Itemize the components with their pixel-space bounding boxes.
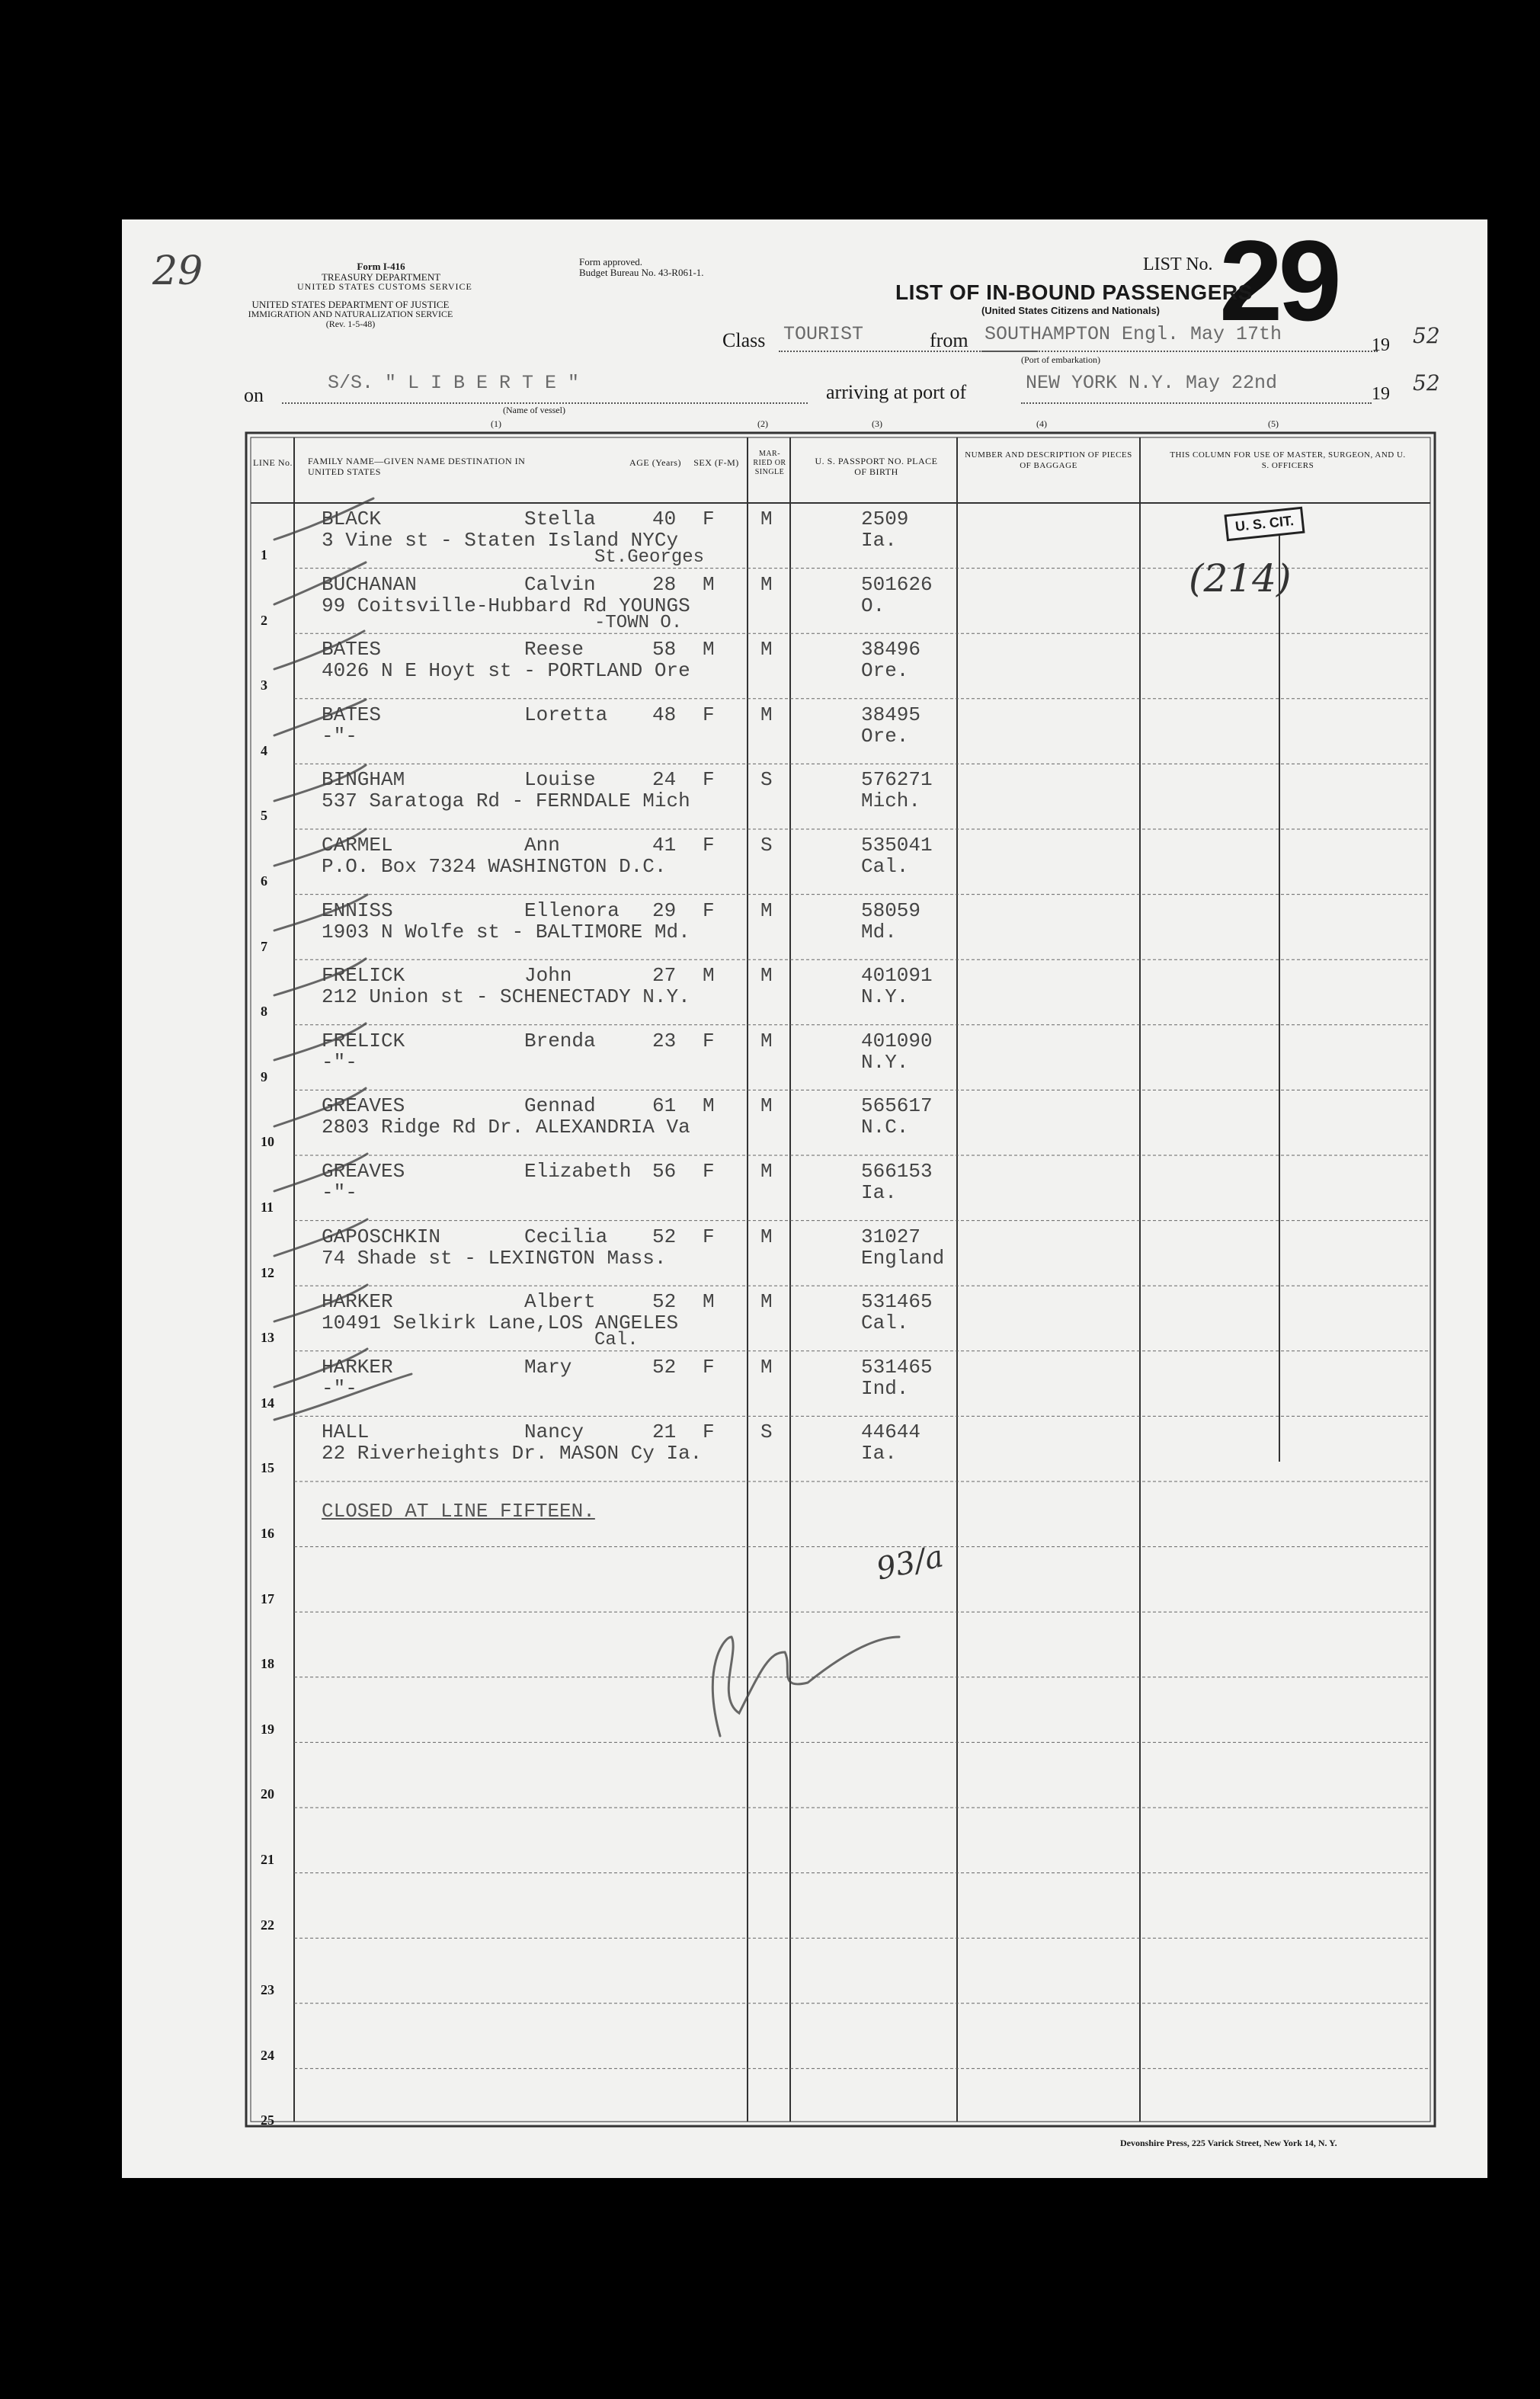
- arrival-port: NEW YORK N.Y. May 22nd: [1026, 372, 1278, 394]
- column-header-married: MAR-RIED OR SINGLE: [753, 450, 786, 476]
- age: 24: [652, 768, 677, 792]
- age: 29: [652, 898, 677, 922]
- signature-note: 93/a: [873, 1539, 947, 1587]
- family-name: BATES: [322, 638, 382, 661]
- family-name: CARMEL: [322, 834, 393, 857]
- marital-status: M: [760, 1160, 773, 1183]
- list-number: 29: [1219, 216, 1337, 344]
- destination: -"-: [322, 1050, 357, 1074]
- sex: F: [703, 834, 715, 857]
- class-label: Class: [722, 329, 766, 351]
- destination: 2803 Ridge Rd Dr. ALEXANDRIA Va: [322, 1116, 690, 1139]
- year-prefix: 19: [1372, 384, 1390, 404]
- line-number: 25: [261, 2112, 274, 2128]
- place-of-birth: Ore.: [861, 724, 909, 748]
- passport-number: 2509: [861, 508, 909, 530]
- column-header-baggage: NUMBER AND DESCRIPTION OF PIECES OF BAGGAGE: [965, 450, 1132, 470]
- marital-status: M: [760, 1225, 773, 1248]
- family-name: FRELICK: [322, 964, 405, 988]
- age: 56: [652, 1160, 677, 1183]
- destination-continued: Cal.: [594, 1330, 639, 1351]
- line-number: 16: [261, 1526, 274, 1541]
- family-name: GAPOSCHKIN: [322, 1225, 441, 1248]
- given-name: Loretta: [524, 703, 608, 726]
- passport-number: 38496: [861, 638, 921, 661]
- vessel-name: S/S. " L I B E R T E ": [328, 372, 580, 394]
- column-number: (4): [1036, 418, 1047, 429]
- marital-status: M: [760, 508, 773, 530]
- customs-service: UNITED STATES CUSTOMS SERVICE: [297, 281, 472, 292]
- year-prefix: 19: [1372, 335, 1390, 355]
- treasury-department: TREASURY DEPARTMENT: [321, 271, 441, 283]
- sex: F: [703, 1225, 715, 1248]
- marital-status: S: [760, 768, 773, 792]
- line-number: 6: [261, 873, 267, 889]
- column-header-sex: SEX (F-M): [693, 457, 739, 468]
- department-of-justice: UNITED STATES DEPARTMENT OF JUSTICE: [251, 299, 450, 310]
- place-of-birth: Ind.: [861, 1376, 909, 1400]
- family-name: BATES: [322, 703, 382, 726]
- passport-number: 531465: [861, 1355, 933, 1379]
- us-citizen-stamp: U. S. CIT.: [1224, 507, 1305, 542]
- passport-number: 531465: [861, 1290, 933, 1314]
- place-of-birth: Md.: [861, 920, 897, 943]
- family-name: BUCHANAN: [322, 572, 417, 596]
- line-number: 4: [261, 742, 267, 758]
- passport-number: 566153: [861, 1160, 933, 1183]
- age: 23: [652, 1029, 677, 1052]
- passport-number: 565617: [861, 1094, 933, 1118]
- line-number: 2: [261, 612, 267, 628]
- year-value: 52: [1413, 323, 1440, 348]
- family-name: FRELICK: [322, 1029, 405, 1052]
- line-number: 5: [261, 808, 267, 824]
- destination: P.O. Box 7324 WASHINGTON D.C.: [322, 855, 667, 878]
- immigration-service: IMMIGRATION AND NATURALIZATION SERVICE: [248, 309, 453, 319]
- column-header-officers: THIS COLUMN FOR USE OF MASTER, SURGEON, AND U. S. OFFICERS: [1170, 450, 1406, 470]
- marital-status: S: [760, 834, 773, 857]
- marital-status: M: [760, 1029, 773, 1052]
- family-name: GREAVES: [322, 1094, 405, 1118]
- place-of-birth: Ore.: [861, 659, 909, 683]
- destination: 3 Vine st - Staten Island NYCy: [322, 529, 679, 552]
- line-number: 11: [261, 1200, 274, 1215]
- marital-status: M: [760, 964, 773, 988]
- age: 28: [652, 572, 677, 596]
- column-header-name: FAMILY NAME—GIVEN NAME DESTINATION IN UNITED STATES: [308, 456, 526, 477]
- column-header-passport: U. S. PASSPORT NO. PLACE OF BIRTH: [815, 456, 938, 477]
- marital-status: M: [760, 1355, 773, 1379]
- line-number: 1: [261, 547, 267, 562]
- destination-continued: St.Georges: [594, 547, 705, 568]
- line-number: 9: [261, 1068, 267, 1084]
- marital-status: M: [760, 703, 773, 726]
- age: 27: [652, 964, 677, 988]
- marital-status: M: [760, 638, 773, 661]
- on-label: on: [244, 384, 264, 406]
- passport-number: 501626: [861, 572, 933, 596]
- place-of-birth: Cal.: [861, 855, 909, 878]
- line-number: 12: [261, 1264, 274, 1280]
- sex: F: [703, 898, 715, 922]
- given-name: John: [524, 964, 572, 988]
- age: 52: [652, 1225, 677, 1248]
- given-name: Ellenora: [524, 898, 620, 922]
- age: 41: [652, 834, 677, 857]
- family-name: HARKER: [322, 1355, 393, 1379]
- given-name: Cecilia: [524, 1225, 608, 1248]
- given-name: Nancy: [524, 1421, 584, 1444]
- destination: 212 Union st - SCHENECTADY N.Y.: [322, 985, 690, 1009]
- given-name: Stella: [524, 508, 596, 530]
- form-subtitle: (United States Citizens and Nationals): [981, 305, 1161, 316]
- age: 52: [652, 1290, 677, 1314]
- given-name: Mary: [524, 1355, 572, 1379]
- passport-number: 44644: [861, 1421, 921, 1444]
- embarkation-port: SOUTHAMPTON Engl. May 17th: [985, 323, 1282, 345]
- destination: 537 Saratoga Rd - FERNDALE Mich: [322, 790, 690, 813]
- family-name: GREAVES: [322, 1160, 405, 1183]
- marital-status: M: [760, 1094, 773, 1118]
- age: 48: [652, 703, 677, 726]
- from-label: from: [930, 329, 969, 351]
- given-name: Ann: [524, 834, 560, 857]
- list-label: LIST No.: [1143, 255, 1213, 274]
- form-title: LIST OF IN-BOUND PASSENGERS: [895, 280, 1253, 304]
- age: 58: [652, 638, 677, 661]
- line-number: 18: [261, 1656, 274, 1672]
- destination: 22 Riverheights Dr. MASON Cy Ia.: [322, 1442, 703, 1465]
- embarkation-caption: (Port of embarkation): [1021, 354, 1100, 365]
- passport-number: 576271: [861, 768, 933, 792]
- marital-status: M: [760, 1290, 773, 1314]
- sex: F: [703, 768, 715, 792]
- sex: F: [703, 508, 715, 530]
- destination: -"-: [322, 1376, 357, 1400]
- line-number: 14: [261, 1395, 274, 1411]
- line-number: 22: [261, 1917, 274, 1933]
- closed-notice: CLOSED AT LINE FIFTEEN.: [322, 1500, 595, 1523]
- destination: 4026 N E Hoyt st - PORTLAND Ore: [322, 659, 690, 683]
- place-of-birth: O.: [861, 594, 885, 617]
- passport-number: 535041: [861, 834, 933, 857]
- destination: 99 Coitsville-Hubbard Rd YOUNGS: [322, 594, 690, 617]
- place-of-birth: Ia.: [861, 1442, 897, 1465]
- age: 61: [652, 1094, 677, 1118]
- column-number: (1): [491, 418, 501, 429]
- place-of-birth: Ia.: [861, 529, 897, 552]
- place-of-birth: England: [861, 1246, 945, 1270]
- sex: M: [703, 964, 715, 988]
- family-name: BLACK: [322, 508, 382, 530]
- destination: 1903 N Wolfe st - BALTIMORE Md.: [322, 920, 690, 943]
- given-name: Albert: [524, 1290, 596, 1314]
- column-number: (2): [757, 418, 768, 429]
- destination: 74 Shade st - LEXINGTON Mass.: [322, 1246, 667, 1270]
- line-number: 15: [261, 1460, 274, 1476]
- line-number: 20: [261, 1786, 274, 1802]
- given-name: Calvin: [524, 572, 596, 596]
- given-name: Elizabeth: [524, 1160, 632, 1183]
- destination: 10491 Selkirk Lane,LOS ANGELES: [322, 1312, 679, 1335]
- line-number: 21: [261, 1852, 274, 1867]
- passport-number: 401090: [861, 1029, 933, 1052]
- line-number: 8: [261, 1004, 267, 1020]
- manifest-sheet: [122, 216, 1487, 2178]
- printer-credit: Devonshire Press, 225 Varick Street, New York 14, N. Y.: [1120, 2138, 1337, 2148]
- sex: F: [703, 1355, 715, 1379]
- column-number: (3): [872, 418, 882, 429]
- line-number: 24: [261, 2047, 274, 2063]
- destination: -"-: [322, 1181, 357, 1204]
- place-of-birth: Mich.: [861, 790, 921, 813]
- family-name: ENNISS: [322, 898, 393, 922]
- destination: -"-: [322, 724, 357, 748]
- age: 52: [652, 1355, 677, 1379]
- given-name: Gennad: [524, 1094, 596, 1118]
- place-of-birth: N.Y.: [861, 985, 909, 1009]
- line-number: 13: [261, 1330, 274, 1346]
- sex: M: [703, 1290, 715, 1314]
- family-name: HALL: [322, 1421, 370, 1444]
- year-value: 52: [1413, 370, 1440, 396]
- form-number: Form I-416: [357, 261, 405, 272]
- place-of-birth: N.C.: [861, 1116, 909, 1139]
- column-header-line: LINE No.: [253, 457, 293, 468]
- marital-status: M: [760, 572, 773, 596]
- passport-number: 401091: [861, 964, 933, 988]
- given-name: Brenda: [524, 1029, 596, 1052]
- line-number: 19: [261, 1721, 274, 1737]
- passport-number: 38495: [861, 703, 921, 726]
- given-name: Louise: [524, 768, 596, 792]
- line-number: 3: [261, 677, 267, 693]
- arriving-label: arriving at port of: [826, 381, 967, 403]
- officer-annotation: (214): [1189, 556, 1292, 601]
- age: 21: [652, 1421, 677, 1444]
- marital-status: M: [760, 898, 773, 922]
- sex: M: [703, 572, 715, 596]
- sex: F: [703, 1421, 715, 1444]
- revision: (Rev. 1-5-48): [325, 319, 376, 329]
- family-name: HARKER: [322, 1290, 393, 1314]
- age: 40: [652, 508, 677, 530]
- form-approved: Form approved.: [579, 256, 643, 267]
- place-of-birth: N.Y.: [861, 1050, 909, 1074]
- sex: F: [703, 1029, 715, 1052]
- sex: M: [703, 1094, 715, 1118]
- destination-continued: -TOWN O.: [594, 612, 683, 633]
- passport-number: 31027: [861, 1225, 921, 1248]
- place-of-birth: Ia.: [861, 1181, 897, 1204]
- line-number: 10: [261, 1134, 274, 1150]
- margin-note: 29: [152, 248, 203, 294]
- place-of-birth: Cal.: [861, 1312, 909, 1335]
- passport-number: 58059: [861, 898, 921, 922]
- sex: F: [703, 1160, 715, 1183]
- column-header-age: AGE (Years): [629, 457, 681, 468]
- sex: M: [703, 638, 715, 661]
- family-name: BINGHAM: [322, 768, 405, 792]
- line-number: 17: [261, 1590, 274, 1606]
- given-name: Reese: [524, 638, 584, 661]
- budget-bureau: Budget Bureau No. 43-R061-1.: [579, 267, 704, 278]
- vessel-caption: (Name of vessel): [503, 405, 565, 415]
- sex: F: [703, 703, 715, 726]
- line-number: 23: [261, 1982, 274, 1998]
- column-number: (5): [1268, 418, 1279, 429]
- marital-status: S: [760, 1421, 773, 1444]
- class-value: TOURIST: [783, 323, 864, 345]
- line-number: 7: [261, 938, 267, 954]
